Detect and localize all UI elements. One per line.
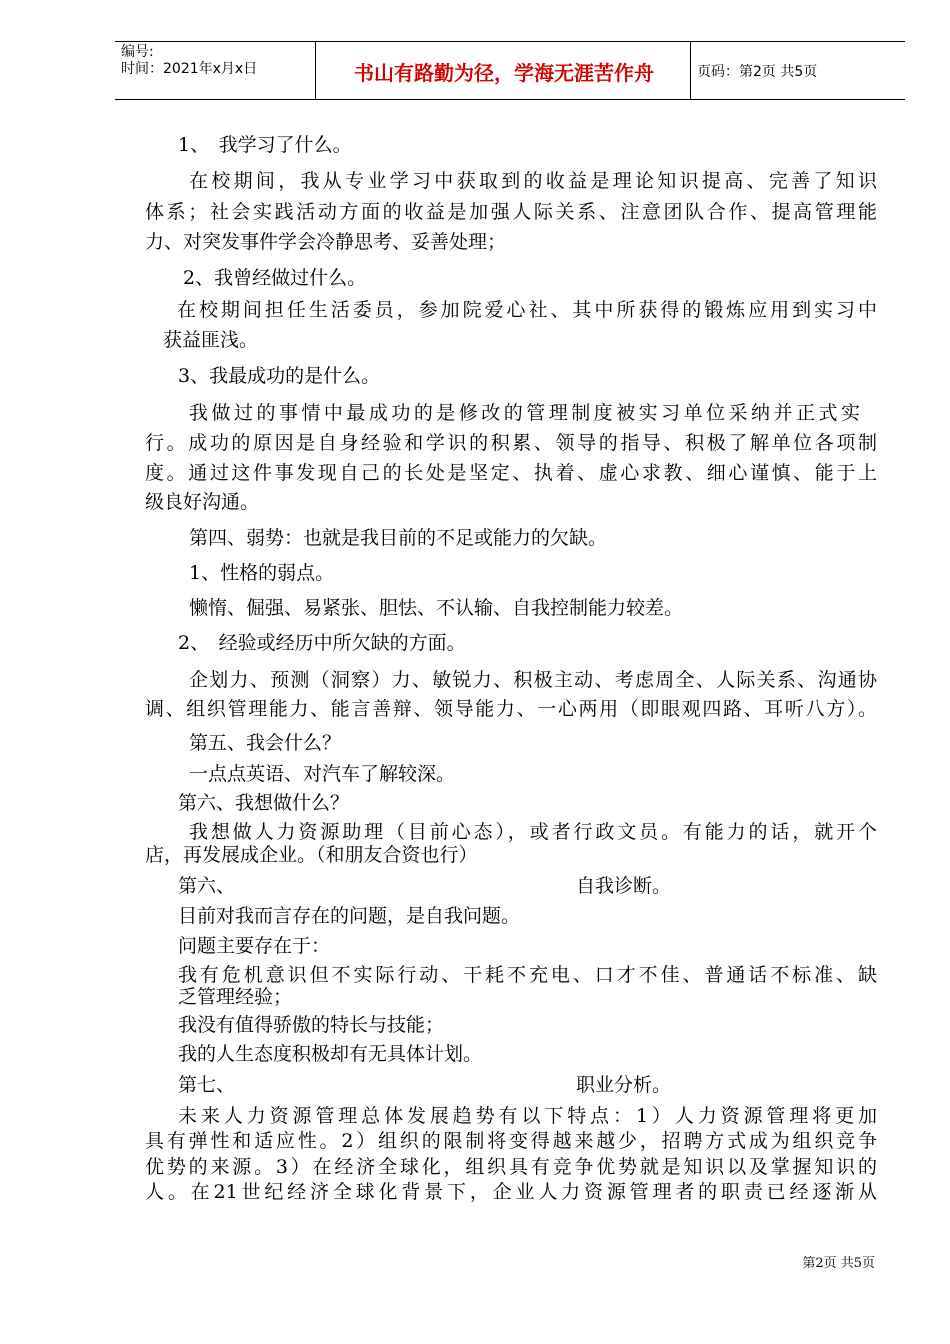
- section-3-heading: 3、我最成功的是什么。: [178, 365, 381, 387]
- header-divider-2: [690, 41, 691, 100]
- section-1-line-1: 在校期间，我从专业学习中获取到的收益是理论知识提高、完善了知识: [189, 170, 877, 192]
- section-5-text: 一点点英语、对汽车了解较深。: [189, 763, 456, 785]
- section-6-line-2: 店，再发展成企业。（和朋友合资也行）: [145, 844, 478, 866]
- section-1-heading: 1、 我学习了什么。: [178, 134, 352, 156]
- section-6b-line-1: 目前对我而言存在的问题，是自我问题。: [178, 905, 521, 927]
- section-1-line-2: 体系；社会实践活动方面的收益是加强人际关系、注意团队合作、提高管理能: [145, 201, 877, 223]
- section-7-title: 职业分析。: [576, 1074, 672, 1096]
- section-3-line-2: 行。成功的原因是自身经验和学识的积累、领导的指导、积极了解单位各项制: [145, 432, 877, 454]
- section-7-line-4: 人。在21世纪经济全球化背景下，企业人力资源管理者的职责已经逐渐从: [145, 1181, 877, 1203]
- section-6b-title: 自我诊断。: [576, 875, 672, 897]
- header-motto: 书山有路勤为径，学海无涯苦作舟: [354, 61, 654, 85]
- number-label: 编号:: [121, 44, 154, 60]
- header-left-cell: [121, 44, 257, 78]
- section-6b-label: 第六、: [178, 875, 236, 897]
- section-2-line-1: 在校期间担任生活委员，参加院爱心社、其中所获得的锻炼应用到实习中: [177, 299, 877, 321]
- header-divider-1: [315, 41, 316, 100]
- section-6b-line-3: 我有危机意识但不实际行动、干耗不充电、口才不佳、普通话不标准、缺: [178, 964, 877, 986]
- section-4-2-line-1: 企划力、预测（洞察）力、敏锐力、积极主动、考虑周全、人际关系、沟通协: [189, 669, 877, 691]
- section-3-line-1: 我做过的事情中最成功的是修改的管理制度被实习单位采纳并正式实: [189, 402, 860, 424]
- section-4-2-heading: 2、 经验或经历中所欠缺的方面。: [178, 632, 466, 654]
- section-4-1-text: 懒惰、倔强、易紧张、胆怯、不认输、自我控制能力较差。: [189, 597, 684, 619]
- section-7-line-3: 优势的来源。3）在经济全球化，组织具有竞争优势就是知识以及掌握知识的: [145, 1156, 877, 1178]
- section-6-line-1: 我想做人力资源助理（目前心态），或者行政文员。有能力的话，就开个: [189, 821, 877, 843]
- section-3-line-3: 度。通过这件事发现自己的长处是坚定、执着、虚心求教、细心谨慎、能于上: [145, 462, 877, 484]
- section-6b-line-6: 我的人生态度积极却有无具体计划。: [178, 1043, 483, 1065]
- section-6b-line-5: 我没有值得骄傲的特长与技能；: [178, 1014, 445, 1036]
- section-6b-line-4: 乏管理经验；: [178, 986, 293, 1008]
- section-7-line-2: 具有弹性和适应性。2）组织的限制将变得越来越少，招聘方式成为组织竞争: [145, 1130, 877, 1152]
- section-7-label: 第七、: [178, 1074, 236, 1096]
- section-4-1-heading: 1、性格的弱点。: [189, 562, 335, 584]
- header-top-rule: [115, 41, 905, 42]
- page-footer: 第2页 共5页: [802, 1256, 875, 1271]
- section-2-heading: 2、我曾经做过什么。: [183, 267, 367, 289]
- section-4-2-line-2: 调、组织管理能力、能言善辩、领导能力、一心两用（即眼观四路、耳听八方）。: [145, 698, 877, 720]
- section-3-line-4: 级良好沟通。: [145, 491, 260, 513]
- section-2-line-2: 获益匪浅。: [163, 329, 259, 351]
- header-bottom-rule: [115, 99, 905, 100]
- section-6-heading: 第六、我想做什么？: [178, 792, 350, 814]
- section-4-heading: 第四、弱势：也就是我目前的不足或能力的欠缺。: [189, 527, 608, 549]
- section-1-line-3: 力、对突发事件学会冷静思考、妥善处理；: [145, 231, 507, 253]
- section-7-line-1: 未来人力资源管理总体发展趋势有以下特点：1）人力资源管理将更加: [178, 1105, 877, 1127]
- header-page-info: 页码：第2页 共5页: [697, 64, 818, 80]
- section-5-heading: 第五、我会什么？: [189, 732, 342, 754]
- section-6b-line-2: 问题主要存在于：: [178, 935, 331, 957]
- time-label: 时间：2021年x月x日: [121, 61, 258, 77]
